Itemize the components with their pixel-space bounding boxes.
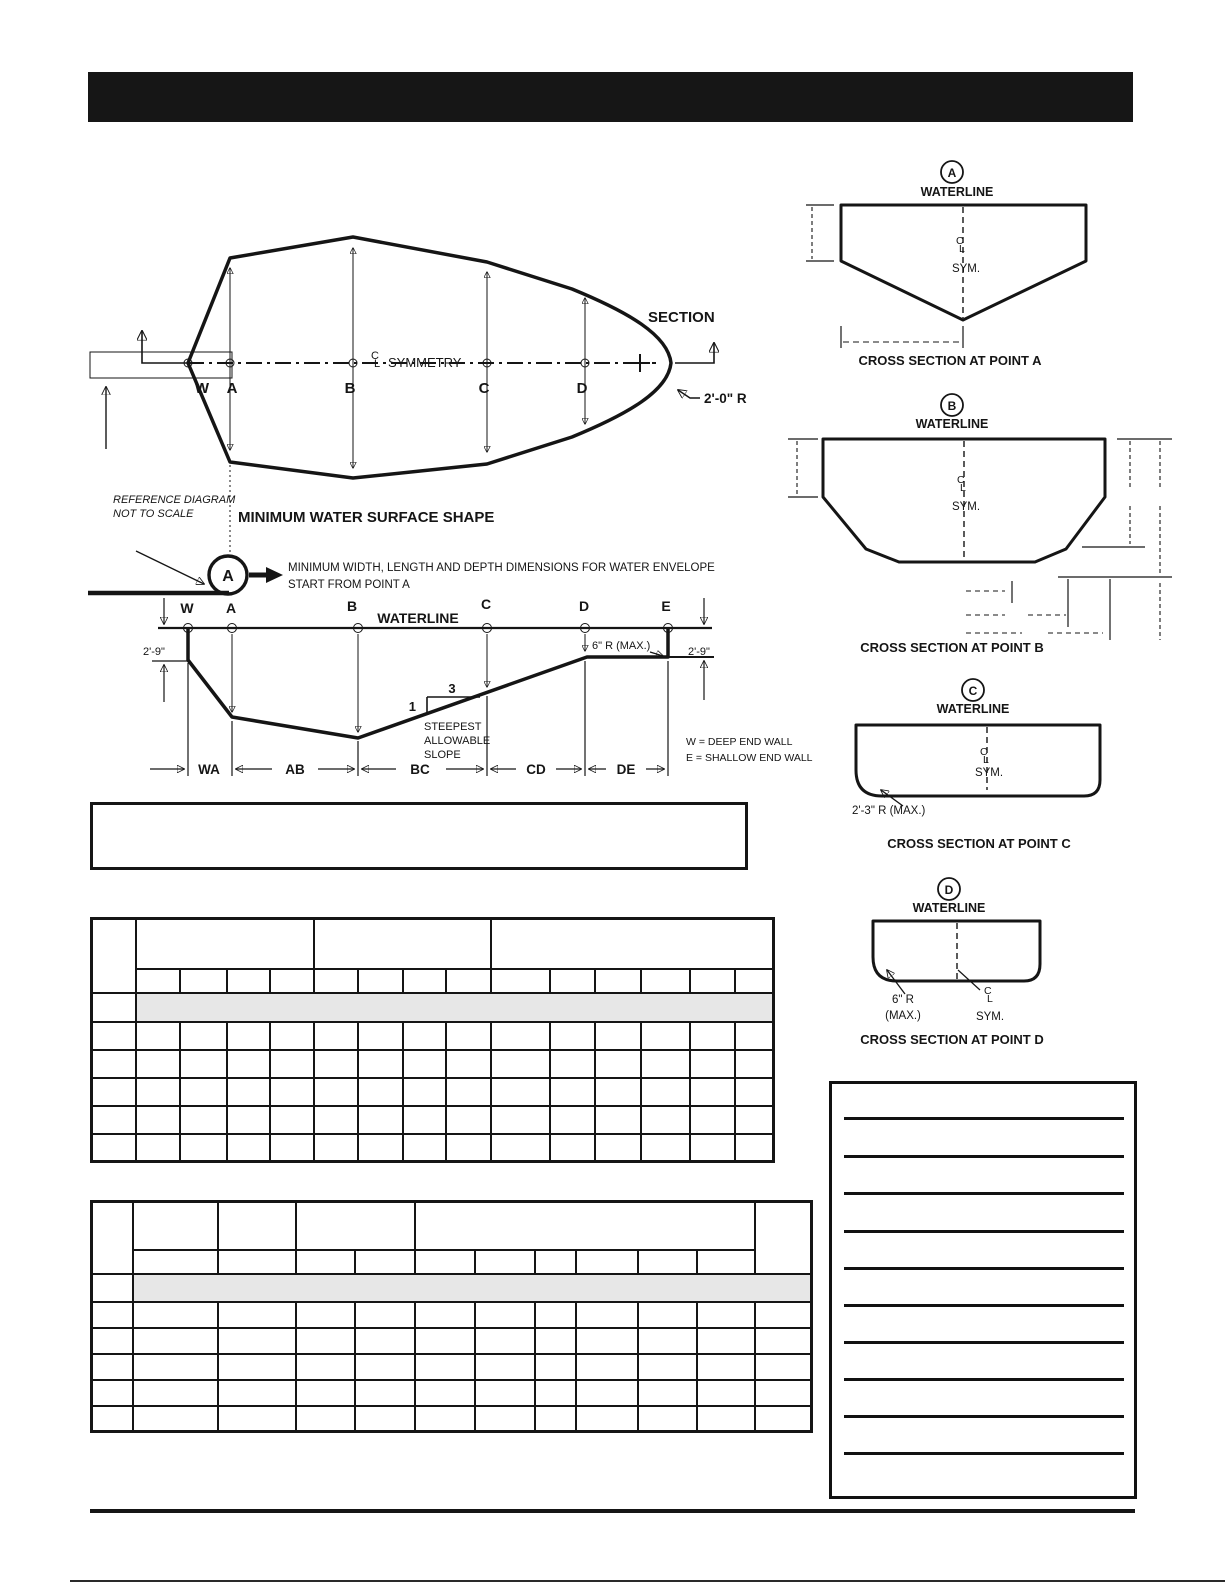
cs-b-waterline-label: WATERLINE: [915, 417, 989, 431]
table-cell: [491, 1050, 550, 1078]
table-cell: [446, 1022, 491, 1050]
table-cell: [446, 1078, 491, 1106]
table-cell: [180, 1106, 227, 1134]
table-cell: [697, 1302, 755, 1328]
table-cell: [314, 1022, 358, 1050]
page-bottom-rule: [70, 1580, 1225, 1582]
plan-label-w: W: [194, 380, 210, 397]
cross-section-d: [860, 878, 1043, 1047]
table-cell: [355, 1328, 415, 1354]
table-cell: [415, 1406, 475, 1432]
table-cell: [475, 1380, 535, 1406]
cs-c-caption: CROSS SECTION AT POINT C: [887, 836, 1071, 851]
table-cell: [296, 1328, 355, 1354]
table-cell: [690, 969, 735, 993]
table-cell: [92, 1354, 133, 1380]
dim-label-bc: BC: [410, 762, 430, 777]
blank-note-box: [90, 802, 748, 870]
reference-note-line2: NOT TO SCALE: [113, 508, 194, 520]
table-cell: [92, 1302, 133, 1328]
cs-d-waterline-label: WATERLINE: [912, 901, 986, 915]
cs-c-shape: [856, 725, 1100, 796]
cs-a-cl-bottom: L: [959, 243, 965, 255]
cs-b-caption: CROSS SECTION AT POINT B: [860, 640, 1044, 655]
section-marker-b-label: B: [947, 399, 957, 413]
profile-label-w: W: [180, 600, 194, 616]
table-cell: [92, 1022, 136, 1050]
table-cell: [690, 1134, 735, 1162]
cs-d-radius-label-line2: (MAX.): [885, 1010, 921, 1022]
cross-section-c: [852, 679, 1100, 851]
table-cell: [218, 1354, 296, 1380]
cs-c-cl-top: C: [980, 746, 988, 758]
table-cell: [133, 1354, 218, 1380]
slope-note-line2: ALLOWABLE: [424, 735, 491, 747]
table-cell: [133, 1406, 218, 1432]
table-cell: [133, 1250, 218, 1274]
cs-b-cl-bottom: L: [960, 482, 966, 494]
table-cell: [595, 1134, 641, 1162]
callout-leader-arrow: [136, 551, 204, 584]
table-cell: [415, 1354, 475, 1380]
table-cell: [697, 1380, 755, 1406]
dimension-table-2: [90, 1200, 813, 1433]
table-cell: [638, 1406, 697, 1432]
table-cell: [218, 1406, 296, 1432]
table-cell: [270, 969, 314, 993]
table-cell: [218, 1328, 296, 1354]
callout-text-line1: MINIMUM WIDTH, LENGTH AND DEPTH DIMENSIONS FOR WATER ENVELOPE: [288, 562, 715, 574]
table-cell: [136, 1106, 180, 1134]
table-cell: [314, 1050, 358, 1078]
table-cell: [535, 1250, 576, 1274]
cs-b-cl-top: C: [957, 474, 965, 486]
tbody-element: [92, 919, 774, 1162]
table-cell: [218, 1202, 296, 1250]
table-cell: [92, 1106, 136, 1134]
table-cell: [92, 1274, 133, 1302]
ruled-line: [844, 1117, 1124, 1120]
table-cell: [638, 1354, 697, 1380]
table-cell: [403, 969, 446, 993]
table-cell: [355, 1302, 415, 1328]
table-cell: [641, 1134, 690, 1162]
table-cell: [218, 1302, 296, 1328]
table-cell: [576, 1250, 638, 1274]
table-cell: [296, 1380, 355, 1406]
table-row: [92, 969, 774, 993]
legend-deep-end: W = DEEP END WALL: [686, 736, 793, 748]
radius-leader: [678, 390, 700, 398]
table-row: [92, 1202, 812, 1250]
table-cell: [697, 1328, 755, 1354]
table-cell: [697, 1354, 755, 1380]
table-cell: [180, 1078, 227, 1106]
table-cell: [92, 1328, 133, 1354]
table-row: [92, 993, 774, 1022]
table-cell: [446, 1106, 491, 1134]
table-cell: [690, 1050, 735, 1078]
section-marker-d-label: D: [944, 883, 954, 897]
waterline-label: WATERLINE: [377, 610, 459, 626]
table-cell: [576, 1354, 638, 1380]
table-cell: [296, 1406, 355, 1432]
table-cell: [136, 919, 314, 969]
dimension-table-1: [90, 917, 775, 1163]
table-cell: [475, 1250, 535, 1274]
table-cell: [136, 1134, 180, 1162]
table-cell: [227, 1022, 270, 1050]
table-cell: [133, 1274, 812, 1302]
ruled-line: [844, 1415, 1124, 1418]
table-cell: [735, 969, 774, 993]
table-cell: [355, 1354, 415, 1380]
table-row: [92, 1354, 812, 1380]
table-cell: [491, 1022, 550, 1050]
table-cell: [475, 1406, 535, 1432]
table-row: [92, 1380, 812, 1406]
table-cell: [690, 1106, 735, 1134]
callout-arrowhead: [266, 567, 283, 583]
ruled-line: [844, 1341, 1124, 1344]
table-cell: [415, 1250, 475, 1274]
table-cell: [136, 1050, 180, 1078]
cl-symbol-top: C: [371, 350, 379, 362]
legend-shallow-end: E = SHALLOW END WALL: [686, 752, 813, 764]
cs-c-waterline-label: WATERLINE: [936, 702, 1010, 716]
table-cell: [358, 1078, 403, 1106]
table-cell: [595, 1022, 641, 1050]
table-cell: [550, 1022, 595, 1050]
table-row: [92, 919, 774, 969]
slope-rise-label: 1: [408, 699, 416, 714]
table-cell: [133, 1380, 218, 1406]
table-cell: [735, 1134, 774, 1162]
ruled-line: [844, 1192, 1124, 1195]
table-cell: [270, 1078, 314, 1106]
table-cell: [218, 1250, 296, 1274]
section-arrow: [675, 343, 714, 363]
table-row: [92, 1022, 774, 1050]
cs-d-shape: [873, 921, 1040, 981]
table-cell: [133, 1328, 218, 1354]
table-cell: [576, 1328, 638, 1354]
table-cell: [415, 1380, 475, 1406]
table-cell: [314, 919, 491, 969]
plan-label-b: B: [344, 380, 356, 397]
table-cell: [550, 1078, 595, 1106]
plan-label-d: D: [576, 380, 588, 397]
table-cell: [638, 1380, 697, 1406]
depth-left-label: 2'-9": [143, 646, 165, 658]
plan-label-c: C: [478, 380, 490, 397]
table-row: [92, 1134, 774, 1162]
table-cell: [296, 1354, 355, 1380]
section-marker-a-label: A: [947, 166, 957, 180]
table-cell: [735, 1050, 774, 1078]
deep-end-wall-bar: [90, 352, 232, 378]
table-cell: [446, 969, 491, 993]
table-cell: [735, 1022, 774, 1050]
table-cell: [755, 1202, 812, 1274]
table-cell: [218, 1380, 296, 1406]
profile-label-d: D: [578, 598, 590, 614]
table-cell: [296, 1250, 355, 1274]
table-row: [92, 1050, 774, 1078]
table-cell: [595, 1050, 641, 1078]
table-cell: [136, 1078, 180, 1106]
table-cell: [133, 1202, 218, 1250]
table-cell: [136, 1022, 180, 1050]
table-cell: [136, 993, 774, 1022]
cs-d-caption: CROSS SECTION AT POINT D: [860, 1032, 1044, 1047]
dim-label-wa: WA: [198, 762, 220, 777]
cs-d-sym-label: SYM.: [975, 1011, 1005, 1023]
plan-title: MINIMUM WATER SURFACE SHAPE: [238, 509, 495, 526]
table-cell: [92, 993, 136, 1022]
table-cell: [735, 1078, 774, 1106]
ruled-line: [844, 1304, 1124, 1307]
table-cell: [550, 969, 595, 993]
table-cell: [550, 1134, 595, 1162]
table-cell: [595, 969, 641, 993]
shallow-radius-note: 6" R (MAX.): [592, 640, 651, 652]
table-cell: [491, 1078, 550, 1106]
plan-view-diagram: [80, 225, 780, 560]
table-row: [92, 1106, 774, 1134]
cs-a-caption: CROSS SECTION AT POINT A: [858, 353, 1042, 368]
section-label: SECTION: [648, 309, 715, 326]
table-cell: [576, 1302, 638, 1328]
table-cell: [595, 1078, 641, 1106]
cross-sections-diagrams: [780, 155, 1200, 1060]
table-cell: [180, 1022, 227, 1050]
table-cell: [180, 969, 227, 993]
table-cell: [227, 969, 270, 993]
table-cell: [755, 1406, 812, 1432]
table-cell: [446, 1134, 491, 1162]
profile-label-c: C: [480, 596, 492, 612]
table-cell: [270, 1134, 314, 1162]
profile-label-e: E: [661, 598, 671, 614]
cross-section-a: [806, 161, 1086, 368]
table-cell: [415, 1328, 475, 1354]
table-cell: [403, 1106, 446, 1134]
table-cell: [355, 1250, 415, 1274]
section-marker-c-label: C: [968, 684, 978, 698]
slope-note-line1: STEEPEST: [424, 721, 482, 733]
table-cell: [180, 1134, 227, 1162]
wall-up-arrow: [142, 331, 188, 363]
table-cell: [355, 1380, 415, 1406]
table-cell: [755, 1302, 812, 1328]
cs-a-cl-top: C: [956, 235, 964, 247]
table-cell: [475, 1302, 535, 1328]
table-cell: [92, 1078, 136, 1106]
table-cell: [491, 1106, 550, 1134]
profile-label-a: A: [225, 600, 237, 616]
table-cell: [296, 1302, 355, 1328]
table-cell: [755, 1380, 812, 1406]
cs-a-waterline-label: WATERLINE: [920, 185, 994, 199]
cs-d-radius-label-line1: 6" R: [892, 994, 914, 1006]
table-cell: [595, 1106, 641, 1134]
ruled-line: [844, 1155, 1124, 1158]
table-cell: [535, 1302, 576, 1328]
table-cell: [641, 1050, 690, 1078]
table-cell: [270, 1050, 314, 1078]
table-row: [92, 1250, 812, 1274]
plan-radius-label: 2'-0" R: [704, 391, 747, 406]
table-cell: [358, 1106, 403, 1134]
cl-symbol-bottom: L: [374, 358, 381, 370]
table-cell: [475, 1328, 535, 1354]
ruled-line: [844, 1452, 1124, 1455]
table-cell: [535, 1354, 576, 1380]
table-row: [92, 1274, 812, 1302]
cs-c-cl-bottom: L: [983, 754, 989, 766]
title-banner-redacted: [88, 72, 1133, 122]
table-cell: [92, 1134, 136, 1162]
reference-note-line1: REFERENCE DIAGRAM: [113, 494, 236, 506]
table-cell: [446, 1050, 491, 1078]
table-row: [92, 1328, 812, 1354]
table-cell: [403, 1078, 446, 1106]
cs-a-sym-label: SYM.: [951, 263, 981, 275]
table-cell: [697, 1250, 755, 1274]
slope-run-label: 3: [448, 681, 456, 696]
table-cell: [690, 1078, 735, 1106]
table-cell: [641, 969, 690, 993]
table-cell: [415, 1302, 475, 1328]
table-cell: [755, 1354, 812, 1380]
table-cell: [227, 1078, 270, 1106]
table-cell: [576, 1380, 638, 1406]
dim-label-de: DE: [616, 762, 636, 777]
ruled-line: [844, 1267, 1124, 1270]
table-cell: [296, 1202, 415, 1250]
table-cell: [415, 1202, 755, 1250]
callout-point-label: A: [222, 568, 234, 585]
table-cell: [576, 1406, 638, 1432]
table-cell: [92, 1202, 133, 1274]
table-cell: [358, 1022, 403, 1050]
table-cell: [550, 1050, 595, 1078]
table-cell: [535, 1380, 576, 1406]
table-row: [92, 1406, 812, 1432]
cs-c-radius-label: 2'-3" R (MAX.): [852, 805, 926, 817]
table-row: [92, 1302, 812, 1328]
table-cell: [227, 1134, 270, 1162]
symmetry-label: SYMMETRY: [388, 355, 462, 370]
footer-rule: [90, 1509, 1135, 1513]
table-cell: [180, 1050, 227, 1078]
table-cell: [358, 1134, 403, 1162]
tbody-element: [92, 1202, 812, 1432]
table-cell: [491, 919, 774, 969]
table-cell: [314, 1134, 358, 1162]
table-cell: [735, 1106, 774, 1134]
table-cell: [136, 969, 180, 993]
ruled-line: [844, 1378, 1124, 1381]
table-row: [92, 1078, 774, 1106]
cs-b-sym-label: SYM.: [951, 501, 981, 513]
table-cell: [92, 1406, 133, 1432]
notes-box: [829, 1081, 1137, 1499]
table-cell: [314, 1078, 358, 1106]
table-cell: [638, 1328, 697, 1354]
profile-view-diagram: [80, 540, 870, 785]
table-cell: [535, 1406, 576, 1432]
cs-d-cl-bottom: L: [987, 993, 993, 1005]
cross-section-b: [788, 394, 1172, 655]
table-cell: [475, 1354, 535, 1380]
ruled-line: [844, 1230, 1124, 1233]
dim-label-ab: AB: [285, 762, 305, 777]
table-cell: [641, 1106, 690, 1134]
plan-label-a: A: [226, 380, 238, 397]
table-cell: [270, 1022, 314, 1050]
table-cell: [358, 969, 403, 993]
table-cell: [314, 1106, 358, 1134]
table-cell: [535, 1328, 576, 1354]
table-cell: [491, 1134, 550, 1162]
table-cell: [403, 1050, 446, 1078]
table-cell: [133, 1302, 218, 1328]
table-cell: [755, 1328, 812, 1354]
slope-note-line3: SLOPE: [424, 749, 461, 761]
table-cell: [227, 1106, 270, 1134]
profile-label-b: B: [346, 598, 358, 614]
table-cell: [641, 1078, 690, 1106]
table-cell: [690, 1022, 735, 1050]
table-cell: [638, 1250, 697, 1274]
table-cell: [358, 1050, 403, 1078]
callout-text-line2: START FROM POINT A: [288, 579, 410, 591]
dim-label-cd: CD: [526, 762, 546, 777]
table-cell: [92, 919, 136, 993]
table-cell: [403, 1134, 446, 1162]
table-cell: [270, 1106, 314, 1134]
table-cell: [403, 1022, 446, 1050]
table-cell: [314, 969, 358, 993]
depth-right-label: 2'-9": [688, 646, 710, 658]
table-cell: [491, 969, 550, 993]
table-cell: [638, 1302, 697, 1328]
cs-c-sym-label: SYM.: [974, 767, 1004, 779]
cs-d-cl-top: C: [984, 985, 992, 997]
table-cell: [697, 1406, 755, 1432]
table-cell: [227, 1050, 270, 1078]
table-cell: [641, 1022, 690, 1050]
table-cell: [355, 1406, 415, 1432]
cs-c-radius-leader: [881, 790, 903, 806]
table-cell: [92, 1050, 136, 1078]
table-cell: [92, 1380, 133, 1406]
table-cell: [550, 1106, 595, 1134]
